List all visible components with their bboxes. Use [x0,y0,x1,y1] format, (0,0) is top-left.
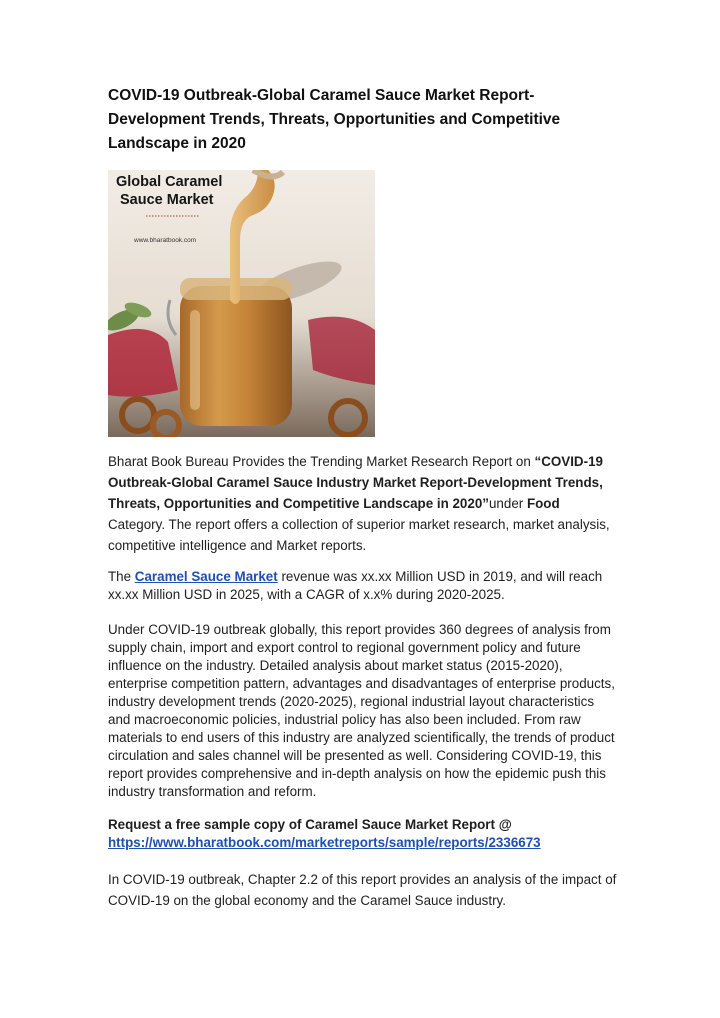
sample-request [108,816,620,852]
closing-paragraph: In COVID-19 outbreak, Chapter 2.2 of this report provides an analysis of the impact of COVID-19 on the global economy and the Caramel Sauce industry. [108,872,617,908]
revenue-prefix: The [108,569,135,584]
intro-rest: The report offers a collection of superior market research, market analysis, competitive intelligence and Market reports. [108,517,610,553]
analysis-paragraph: Under COVID-19 outbreak globally, this report provides 360 degrees of analysis from supply chain, import and export control to regional government policy and future influence on the industry. Detailed analysis about market status (2015-2020), enterprise competition pattern, advantages and disadvantages of enterprise products, industry development trends (2020-2025), regional industrial layout characteristics and macroeconomic policies, industrial policy has also been included. From raw materials to end users of this industry are analyzed scientifically, the trends of product circulation and sales channel will be presented as well. Considering COVID-19, this report provides comprehensive and in-depth analysis on how the epidemic push this industry transformation and reform. [108,622,615,799]
caramel-sauce-market-link[interactable]: Caramel Sauce Market [134,569,278,584]
promo-website: www.bharatbook.com [134,237,197,244]
promo-heading-line2: Sauce Market [120,192,214,208]
intro-paragraph [108,451,620,556]
category-suffix: Category. [108,517,166,532]
revenue-suffix: revenue was xx.xx Million USD in 2019, and will reach xx.xx Million USD in 2025, with a CAGR of x.x% during 2020-2025. [108,569,603,602]
intro-under: under [488,496,527,511]
document-title: COVID-19 Outbreak-Global Caramel Sauce Market Report- Development Trends, Threats, Opportunities and Competitive Landscape in 2020 [108,87,561,152]
intro-lead: Bharat Book Bureau Provides the Trending Market Research Report on [108,454,535,469]
revenue-paragraph [108,568,620,604]
category-name: Food [526,496,560,511]
promo-image [108,170,375,437]
report-name: “COVID-19 Outbreak-Global Caramel Sauce Industry Market Report-Development Trends, Threats, Opportunities and Competitive Landscape in 2020” [108,454,603,511]
sample-request-text: Request a free sample copy of Caramel Sauce Market Report @ [108,817,512,832]
sample-report-link[interactable]: https://www.bharatbook.com/marketreports/sample/reports/2336673 [108,835,541,850]
promo-heading-line1: Global Caramel [116,174,223,190]
